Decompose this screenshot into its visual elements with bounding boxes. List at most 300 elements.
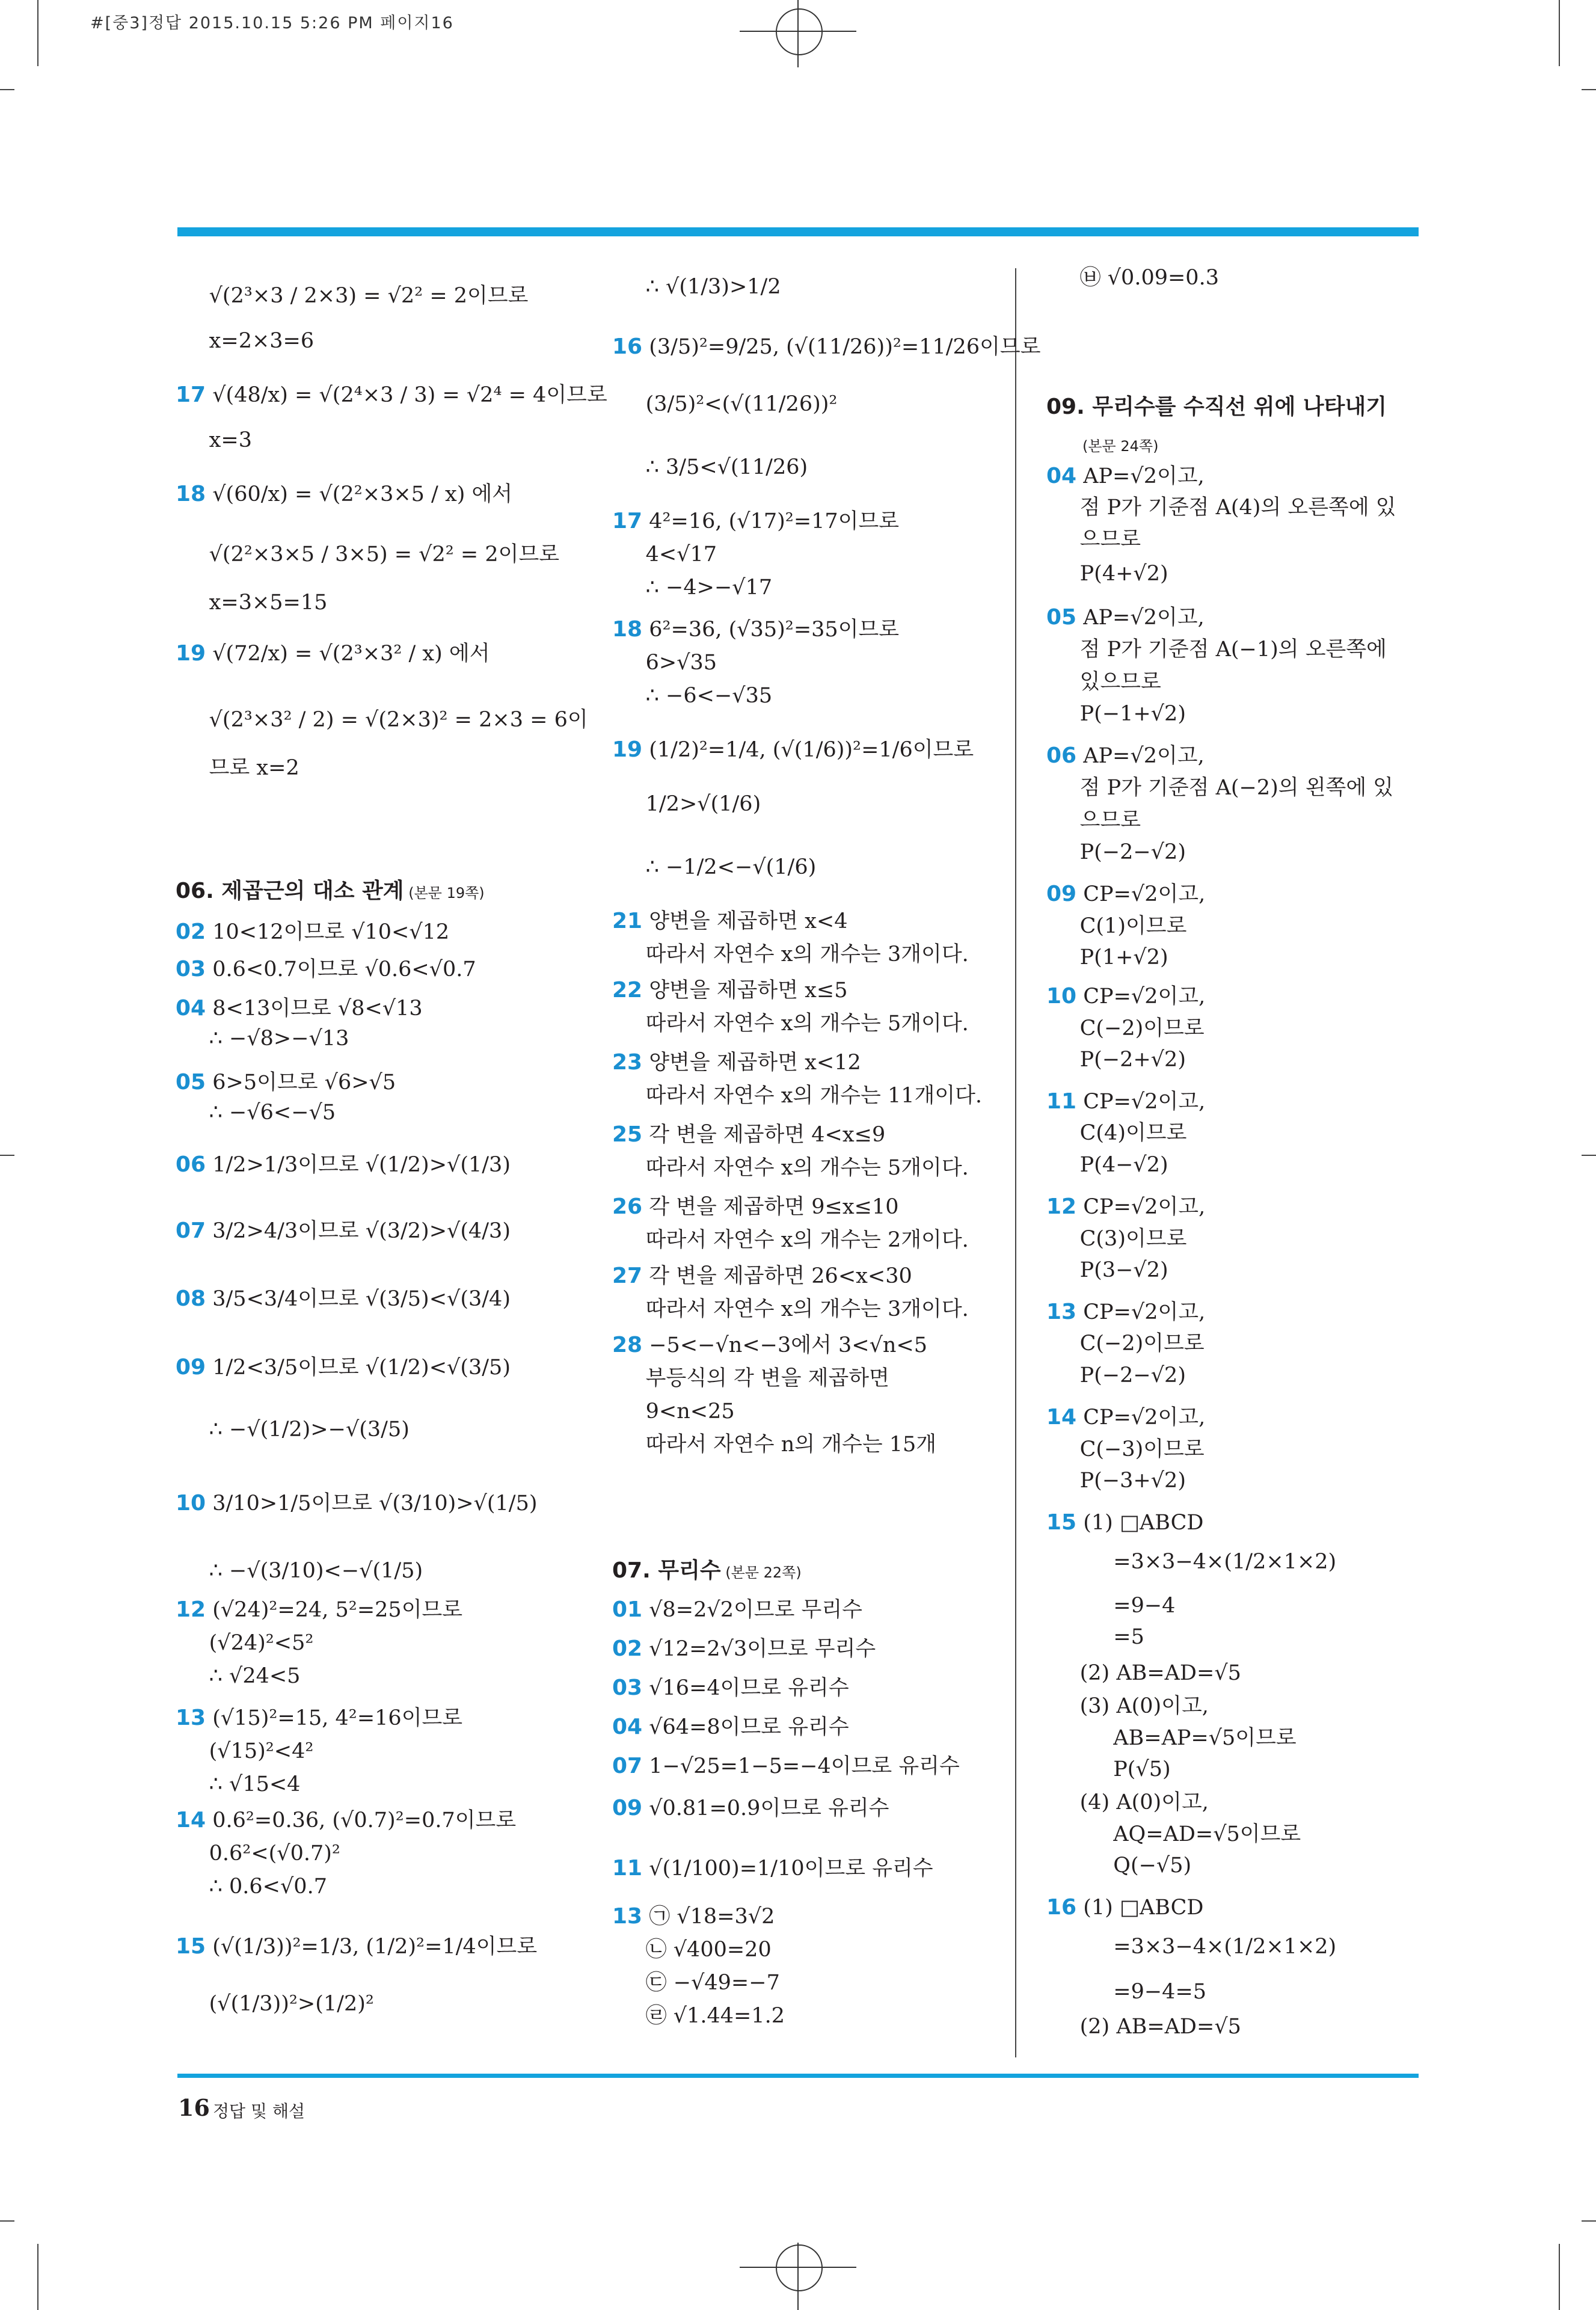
answer-item [1046, 743, 1205, 769]
answer-text: 8<13이므로 √8<√13 [206, 997, 423, 1021]
answer-text: C(−2)이므로 [1046, 1332, 1205, 1356]
answer-text: √(60/x) = √(2²×3×5 / x) 에서 [206, 482, 513, 506]
answer-item [612, 1332, 927, 1359]
registration-mark-v [797, 0, 799, 67]
crop-mark [1559, 2244, 1560, 2310]
answer-text: 양변을 제곱하면 x<12 [642, 1051, 861, 1075]
answer-text: P(−3+√2) [1046, 1469, 1186, 1493]
answer-text: (1) □ABCD [1076, 1511, 1204, 1535]
answer-line [1046, 1979, 1206, 2005]
answer-item [176, 1807, 516, 1834]
problem-number: 13 [612, 1904, 643, 1929]
registration-mark [776, 8, 823, 55]
answer-line [1046, 1693, 1209, 1719]
answer-text: (2) AB=AD=√5 [1046, 1661, 1241, 1685]
answer-text: P(1+√2) [1046, 945, 1168, 969]
problem-number: 06 [1046, 743, 1077, 768]
problem-number: 03 [176, 957, 206, 981]
answer-text: ∴ −√6<−√5 [176, 1101, 336, 1125]
answer-text: P(−1+√2) [1046, 702, 1186, 726]
answer-text: 1/2<3/5이므로 √(1/2)<√(3/5) [206, 1356, 511, 1380]
answer-text: √64=8이므로 유리수 [642, 1715, 849, 1739]
answer-text: 10<12이므로 √10<√12 [206, 920, 450, 944]
answer-text: 점 P가 기준점 A(−1)의 오른쪽에 [1046, 637, 1387, 662]
answer-item [612, 977, 848, 1004]
answer-line [176, 589, 327, 616]
problem-number: 12 [1046, 1194, 1077, 1219]
answer-text: 있으므로 [1046, 670, 1161, 694]
problem-number: 01 [612, 1597, 643, 1622]
crop-mark [0, 1155, 14, 1156]
section-heading [1046, 394, 1387, 420]
problem-number: 12 [176, 1597, 206, 1622]
answer-text: 4²=16, (√17)²=17이므로 [642, 509, 900, 533]
answer-item [612, 508, 899, 535]
answer-text: 각 변을 제곱하면 9≤x≤10 [642, 1195, 899, 1219]
answer-text: 0.6²=0.36, (√0.7)²=0.7이므로 [206, 1808, 517, 1832]
answer-text: 따라서 자연수 x의 개수는 3개이다. [612, 942, 969, 966]
answer-text: AP=√2이고, [1076, 464, 1205, 488]
answer-text: x=2×3=6 [176, 329, 315, 353]
answer-line [1046, 913, 1186, 939]
answer-text: 양변을 제곱하면 x<4 [642, 909, 848, 933]
answer-item [612, 334, 1041, 360]
answer-text: 9<n<25 [612, 1399, 735, 1424]
answer-item [176, 382, 607, 408]
answer-item [612, 1675, 849, 1701]
problem-number: 21 [612, 909, 643, 933]
problem-number: 18 [176, 482, 206, 506]
answer-line [612, 791, 761, 817]
section-page-ref: (본문 22쪽) [720, 1564, 802, 1581]
answer-item [1046, 463, 1205, 490]
problem-number: 25 [612, 1122, 643, 1147]
answer-text: 따라서 자연수 x의 개수는 3개이다. [612, 1297, 969, 1321]
answer-text: (3/5)²=9/25, (√(11/26))²=11/26이므로 [642, 335, 1041, 359]
answer-text: ㉠ √18=3√2 [642, 1905, 775, 1929]
problem-number: 07 [176, 1218, 206, 1243]
answer-item [1046, 1089, 1205, 1115]
answer-line [612, 650, 717, 676]
answer-text: =9−4 [1046, 1594, 1176, 1618]
answer-text: √8=2√2이므로 무리수 [642, 1598, 862, 1622]
answer-line [1046, 669, 1161, 695]
answer-line [612, 274, 781, 300]
answer-line [176, 1873, 327, 1900]
answer-line [1046, 2014, 1241, 2040]
answer-text: CP=√2이고, [1076, 1195, 1206, 1219]
problem-number: 13 [176, 1706, 206, 1730]
answer-line [176, 1991, 374, 2017]
answer-text: CP=√2이고, [1076, 882, 1206, 906]
answer-line [1046, 1549, 1336, 1575]
answer-item [176, 1069, 396, 1096]
answer-item [612, 616, 899, 643]
answer-text: (√15)²=15, 4²=16이므로 [206, 1706, 463, 1730]
answer-line [176, 1840, 340, 1867]
answer-text: 따라서 자연수 x의 개수는 5개이다. [612, 1012, 969, 1036]
footer-title: 정답 및 해설 [213, 2101, 305, 2121]
answer-item [612, 1122, 885, 1148]
answer-item [612, 1753, 960, 1780]
answer-item [1046, 1894, 1204, 1921]
answer-line [176, 707, 588, 733]
answer-text: =3×3−4×(1/2×1×2) [1046, 1935, 1337, 1959]
problem-number: 04 [612, 1715, 643, 1739]
section-heading [612, 1558, 802, 1586]
answer-text: 6>5이므로 √6>√5 [206, 1071, 396, 1095]
answer-text: (3) A(0)이고, [1046, 1694, 1209, 1718]
section-heading [176, 878, 485, 906]
answer-text: ∴ 0.6<√0.7 [176, 1875, 327, 1899]
answer-item [612, 1636, 876, 1662]
answer-line [1046, 636, 1387, 663]
answer-text: P(4−√2) [1046, 1153, 1168, 1177]
answer-text: 1/2>1/3이므로 √(1/2)>√(1/3) [206, 1153, 511, 1177]
problem-number: 08 [176, 1286, 206, 1311]
answer-text: 0.6<0.7이므로 √0.6<√0.7 [206, 957, 476, 981]
problem-number: 15 [176, 1934, 206, 1959]
answer-text: 므로 x=2 [176, 756, 299, 780]
answer-text: (√(1/3))²>(1/2)² [176, 1992, 374, 2016]
problem-number: 23 [612, 1050, 643, 1075]
answer-text: =5 [1046, 1625, 1144, 1649]
answer-item [1046, 1299, 1205, 1325]
answer-text: 으므로 [1046, 527, 1141, 551]
print-header: #[중3]정답 2015.10.15 5:26 PM 페이지16 [90, 14, 454, 32]
answer-text: 각 변을 제곱하면 26<x<30 [642, 1264, 912, 1288]
answer-item [176, 1152, 511, 1178]
answer-line [1046, 1725, 1297, 1751]
answer-text: CP=√2이고, [1076, 985, 1206, 1009]
answer-line [612, 1970, 780, 1996]
answer-line [176, 1025, 349, 1052]
answer-text: C(−3)이므로 [1046, 1437, 1205, 1461]
answer-text: 4<√17 [612, 542, 717, 567]
answer-line [1046, 1821, 1301, 1848]
answer-text: ∴ −√(3/10)<−√(1/5) [176, 1559, 423, 1583]
answer-line [612, 574, 772, 601]
answer-text: CP=√2이고, [1076, 1300, 1206, 1324]
answer-text: ㉢ −√49=−7 [612, 1971, 780, 1995]
answer-line [612, 1296, 969, 1322]
answer-line [1046, 1046, 1186, 1073]
answer-text: √(2³×3 / 2×3) = √2² = 2이므로 [176, 284, 529, 308]
answer-item [176, 919, 449, 945]
answer-line [612, 391, 837, 417]
problem-number: 10 [176, 1491, 206, 1516]
problem-number: 09 [612, 1796, 643, 1820]
problem-number: 17 [612, 509, 643, 533]
answer-text: 6²=36, (√35)²=35이므로 [642, 618, 900, 642]
answer-text: √0.81=0.9이므로 유리수 [642, 1796, 889, 1820]
answer-item [176, 1705, 462, 1731]
answer-item [612, 1855, 933, 1882]
answer-text: C(−2)이므로 [1046, 1016, 1205, 1040]
answer-text: ∴ √24<5 [176, 1664, 301, 1688]
answer-text: (3/5)²<(√(11/26))² [612, 392, 838, 416]
problem-number: 07 [612, 1754, 643, 1778]
answer-line [1046, 265, 1219, 291]
answer-text: 따라서 자연수 n의 개수는 15개 [612, 1433, 937, 1457]
answer-line [1046, 944, 1168, 971]
answer-text: ∴ −√8>−√13 [176, 1027, 349, 1051]
answer-item [1046, 983, 1205, 1010]
answer-text: AQ=AD=√5이므로 [1046, 1822, 1301, 1846]
answer-item [1046, 604, 1205, 631]
answer-text: √(2²×3×5 / 3×5) = √2² = 2이므로 [176, 542, 560, 567]
crop-mark [0, 2220, 14, 2222]
answer-text: ∴ √15<4 [176, 1772, 301, 1796]
problem-number: 16 [1046, 1895, 1077, 1920]
answer-text: (4) A(0)이고, [1046, 1790, 1209, 1814]
answer-text: √(48/x) = √(2⁴×3 / 3) = √2⁴ = 4이므로 [206, 383, 607, 407]
problem-number: 02 [612, 1636, 643, 1661]
answer-item [176, 640, 490, 667]
answer-text: Q(−√5) [1046, 1854, 1192, 1878]
answer-line [612, 1365, 889, 1392]
answer-text: ∴ −6<−√35 [612, 684, 773, 708]
answer-text: 따라서 자연수 x의 개수는 5개이다. [612, 1156, 969, 1180]
answer-text: ∴ −4>−√17 [612, 576, 773, 600]
answer-text: 1−√25=1−5=−4이므로 유리수 [642, 1754, 960, 1778]
answer-line [1046, 1152, 1168, 1178]
section-title: 06. 제곱근의 대소 관계 [176, 879, 404, 903]
problem-number: 17 [176, 382, 206, 407]
crop-mark [1582, 89, 1596, 90]
section-page-ref: (본문 24쪽) [1082, 438, 1159, 455]
answer-line [1046, 1330, 1205, 1357]
problem-number: 19 [612, 737, 643, 762]
answer-line [176, 1099, 336, 1126]
answer-line [1046, 1756, 1171, 1783]
answer-text: √(72/x) = √(2³×3² / x) 에서 [206, 642, 490, 666]
problem-number: 10 [1046, 984, 1077, 1009]
section-title: 09. 무리수를 수직선 위에 나타내기 [1046, 395, 1387, 419]
answer-line [176, 541, 559, 568]
answer-line [612, 1010, 969, 1037]
answer-item [176, 1934, 537, 1960]
answer-item [176, 956, 476, 983]
answer-text: AP=√2이고, [1076, 744, 1205, 768]
answer-line [176, 283, 529, 309]
answer-text: 3/5<3/4이므로 √(3/5)<√(3/4) [206, 1287, 511, 1311]
answer-line [612, 1083, 982, 1109]
section-title: 07. 무리수 [612, 1558, 721, 1583]
problem-number: 09 [1046, 882, 1077, 906]
answer-line [176, 1630, 313, 1656]
answer-text: √(2³×3² / 2) = √(2×3)² = 2×3 = 6이 [176, 708, 588, 732]
problem-number: 16 [612, 334, 643, 359]
answer-item [612, 1049, 861, 1076]
answer-text: (√15)²<4² [176, 1739, 314, 1763]
answer-text: 으므로 [1046, 808, 1141, 832]
answer-text: P(4+√2) [1046, 562, 1168, 586]
problem-number: 18 [612, 617, 643, 642]
answer-text: −5<−√n<−3에서 3<√n<5 [642, 1333, 928, 1357]
answer-item [1046, 881, 1205, 908]
answer-text: C(1)이므로 [1046, 914, 1187, 938]
problem-number: 28 [612, 1333, 643, 1357]
answer-text: √12=2√3이므로 무리수 [642, 1637, 876, 1661]
answer-item [176, 1490, 538, 1517]
answer-text: (√24)²<5² [176, 1631, 314, 1655]
crop-mark [1582, 2220, 1596, 2222]
answer-text: x=3×5=15 [176, 591, 328, 615]
answer-text: P(−2−√2) [1046, 1363, 1186, 1387]
problem-number: 22 [612, 978, 643, 1003]
answer-text: 점 P가 기준점 A(4)의 오른쪽에 있 [1046, 496, 1396, 520]
answer-item [612, 1795, 889, 1822]
answer-text: (1/2)²=1/4, (√(1/6))²=1/6이므로 [642, 738, 974, 762]
answer-text: (√24)²=24, 5²=25이므로 [206, 1598, 463, 1622]
answer-text: AP=√2이고, [1076, 606, 1205, 630]
answer-text: ∴ 3/5<√(11/26) [612, 455, 808, 479]
page-number: 16 [178, 2094, 210, 2121]
answer-text: ∴ √(1/3)>1/2 [612, 275, 781, 299]
answer-item [1046, 1404, 1205, 1431]
column-divider [1015, 268, 1016, 2057]
answer-item [612, 737, 974, 763]
answer-line [1046, 1257, 1168, 1283]
problem-number: 02 [176, 920, 206, 944]
answer-text: 1/2>√(1/6) [612, 792, 761, 816]
answer-line [612, 541, 717, 568]
answer-text: 부등식의 각 변을 제곱하면 [612, 1366, 889, 1390]
answer-line [1046, 1015, 1205, 1042]
answer-line [176, 427, 252, 453]
answer-item [612, 1903, 775, 1930]
answer-text: (√(1/3))²=1/3, (1/2)²=1/4이므로 [206, 1935, 538, 1959]
problem-number: 13 [1046, 1300, 1077, 1324]
answer-line [1046, 1789, 1209, 1816]
answer-line [1046, 775, 1393, 801]
answer-line [1046, 1120, 1186, 1146]
answer-text: 따라서 자연수 x의 개수는 11개이다. [612, 1084, 983, 1108]
answer-text: 3/2>4/3이므로 √(3/2)>√(4/3) [206, 1219, 511, 1243]
answer-text: (1) □ABCD [1076, 1896, 1204, 1920]
problem-number: 04 [176, 996, 206, 1021]
answer-text: P(3−√2) [1046, 1258, 1168, 1282]
answer-line [612, 1227, 969, 1253]
answer-item [1046, 1194, 1205, 1220]
answer-text: =3×3−4×(1/2×1×2) [1046, 1550, 1337, 1574]
answer-line [1046, 1934, 1336, 1960]
answer-text: C(4)이므로 [1046, 1121, 1187, 1145]
answer-text: √16=4이므로 유리수 [642, 1676, 849, 1700]
problem-number: 04 [1046, 464, 1077, 488]
answer-text: ∴ −1/2<−√(1/6) [612, 855, 817, 879]
answer-line [612, 683, 772, 709]
crop-mark [1582, 1155, 1596, 1156]
problem-number: 15 [1046, 1510, 1077, 1535]
answer-line [176, 1738, 313, 1765]
answer-text: (2) AB=AD=√5 [1046, 2015, 1241, 2039]
answer-text: P(−2+√2) [1046, 1048, 1186, 1072]
answer-line [176, 328, 314, 354]
top-accent-bar [177, 227, 1419, 236]
answer-item [176, 1218, 511, 1244]
problem-number: 11 [1046, 1089, 1077, 1114]
problem-number: 26 [612, 1194, 643, 1219]
registration-mark-v [797, 2243, 799, 2310]
answer-line [1046, 1436, 1205, 1463]
section-page-ref: (본문 19쪽) [404, 885, 485, 902]
answer-line [612, 1937, 772, 1963]
answer-line [176, 1771, 300, 1798]
crop-mark [37, 2244, 38, 2310]
problem-number: 06 [176, 1152, 206, 1177]
answer-line [1046, 1226, 1186, 1252]
answer-line [1046, 1467, 1186, 1494]
answer-text: 각 변을 제곱하면 4<x≤9 [642, 1123, 886, 1147]
problem-number: 14 [176, 1808, 206, 1832]
answer-text: 점 P가 기준점 A(−2)의 왼쪽에 있 [1046, 776, 1394, 800]
answer-line [1046, 807, 1141, 834]
answer-item [612, 1597, 862, 1623]
answer-line [612, 454, 808, 481]
answer-item [612, 1263, 912, 1289]
answer-line [1046, 1852, 1191, 1879]
answer-line [1046, 494, 1396, 521]
answer-line [1046, 839, 1186, 865]
answer-line [1046, 701, 1186, 727]
answer-item [176, 1354, 511, 1381]
crop-mark [37, 0, 38, 66]
answer-text: ㉣ √1.44=1.2 [612, 2004, 785, 2028]
answer-line [1046, 1593, 1175, 1619]
answer-line [612, 854, 816, 880]
answer-text: x=3 [176, 428, 252, 452]
answer-text: ㉥ √0.09=0.3 [1046, 266, 1219, 290]
problem-number: 14 [1046, 1405, 1077, 1430]
answer-line [176, 1558, 423, 1584]
answer-item [612, 908, 848, 935]
answer-text: ㉡ √400=20 [612, 1938, 772, 1962]
answer-line [1046, 526, 1141, 553]
answer-text: P(−2−√2) [1046, 840, 1186, 864]
answer-text: √(1/100)=1/10이므로 유리수 [642, 1857, 933, 1881]
answer-text: CP=√2이고, [1076, 1090, 1206, 1114]
answer-line [176, 1416, 410, 1443]
crop-mark [0, 89, 14, 90]
answer-line [176, 755, 299, 781]
answer-item [612, 1714, 849, 1740]
problem-number: 09 [176, 1355, 206, 1380]
answer-line [612, 1398, 735, 1425]
answer-item [612, 1194, 898, 1220]
answer-item [176, 1597, 462, 1623]
problem-number: 05 [176, 1070, 206, 1095]
answer-line [612, 941, 969, 968]
problem-number: 11 [612, 1856, 643, 1881]
answer-line [1046, 1624, 1144, 1650]
answer-text: =9−4=5 [1046, 1980, 1207, 2004]
answer-line [1046, 1362, 1186, 1389]
answer-line [612, 2003, 785, 2029]
answer-line [612, 1155, 969, 1181]
answer-text: 0.6²<(√0.7)² [176, 1842, 340, 1866]
registration-mark [776, 2244, 823, 2291]
answer-item [176, 1286, 511, 1312]
answer-item [1046, 1510, 1204, 1536]
problem-number: 05 [1046, 605, 1077, 630]
answer-text: P(√5) [1046, 1757, 1171, 1781]
answer-text: ∴ −√(1/2)>−√(3/5) [176, 1418, 410, 1442]
answer-text: 3/10>1/5이므로 √(3/10)>√(1/5) [206, 1491, 538, 1516]
bottom-accent-bar [177, 2074, 1419, 2078]
answer-text: 따라서 자연수 x의 개수는 2개이다. [612, 1228, 969, 1252]
